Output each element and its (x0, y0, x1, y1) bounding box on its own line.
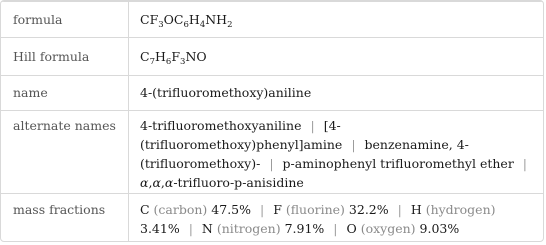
element-symbol: H (410, 202, 426, 217)
alternate-name: [4-(trifluoromethoxy)phenyl]amine (140, 118, 343, 152)
hill-formula-atoms: C (140, 49, 150, 64)
element-symbol: F (273, 202, 286, 217)
element-name: (carbon) (153, 202, 208, 217)
formula-subscript: 6 (183, 20, 189, 30)
mass-fraction-item (202, 221, 324, 236)
element-name: (nitrogen) (216, 221, 281, 236)
element-symbol: C (140, 202, 154, 217)
element-name: (fluorine) (285, 202, 345, 217)
row-label-hill-formula: Hill formula (13, 49, 90, 64)
name-value: 4-(trifluoromethoxy)aniline (140, 85, 312, 100)
mass-fraction-item (346, 221, 459, 236)
hill-formula-subscript: 3 (180, 57, 186, 67)
element-percent: 9.03% (415, 221, 460, 236)
alternate-name-separator: | (269, 156, 274, 171)
mass-fraction-separator: | (333, 221, 338, 236)
mass-fraction-separator: | (397, 202, 402, 217)
alternate-name-separator: | (310, 118, 315, 133)
row-name (1, 75, 543, 111)
alternate-name-separator: | (351, 137, 356, 152)
alternate-name: benzenamine, 4-(trifluoromethoxy)- (140, 137, 469, 171)
formula-subscript: 2 (227, 20, 233, 30)
alternate-name: p-aminophenyl trifluoromethyl ether (282, 156, 514, 171)
row-label-mass-fractions: mass fractions (13, 202, 106, 217)
hill-formula-value (140, 47, 533, 66)
hill-formula-subscript: 7 (149, 57, 155, 67)
element-percent: 47.5% (207, 202, 251, 217)
element-percent: 32.2% (344, 202, 389, 217)
row-hill-formula (1, 37, 543, 76)
element-name: (oxygen) (360, 221, 416, 236)
row-label-name: name (13, 85, 48, 100)
element-symbol: O (346, 221, 361, 236)
alternate-name: 4-trifluoromethoxyaniline (140, 118, 302, 133)
formula-subscript: 3 (158, 20, 164, 30)
formula-atoms: H (188, 12, 200, 27)
mass-fractions-value (140, 200, 533, 238)
mass-fraction-separator: | (259, 202, 265, 217)
row-alternate-names (1, 110, 543, 194)
row-formula (1, 1, 543, 38)
formula-atoms: OC (163, 12, 184, 27)
formula-value (140, 10, 533, 29)
hill-formula-atoms: F (171, 49, 181, 64)
formula-atoms: CF (140, 12, 159, 27)
hill-formula-subscript: 6 (165, 57, 172, 67)
mass-fraction-item (273, 202, 388, 217)
element-symbol: N (201, 221, 217, 236)
element-name: (hydrogen) (425, 202, 496, 217)
element-percent: 7.91% (280, 221, 325, 236)
alternate-name-separator: | (522, 156, 527, 171)
hill-formula-atoms: H (155, 49, 166, 64)
mass-fraction-separator: | (188, 221, 193, 236)
element-percent: 3.41% (140, 221, 180, 236)
alternate-name: α,α,α-trifluoro-p-anisidine (140, 175, 304, 190)
hill-formula-atoms: NO (185, 49, 207, 64)
row-mass-fractions (1, 193, 543, 242)
alternate-names-value (140, 116, 533, 192)
formula-subscript: 4 (199, 20, 206, 30)
formula-atoms: NH (205, 12, 228, 27)
row-label-formula: formula (13, 12, 63, 27)
mass-fraction-item (140, 202, 251, 217)
row-label-alternate-names: alternate names (13, 118, 116, 133)
